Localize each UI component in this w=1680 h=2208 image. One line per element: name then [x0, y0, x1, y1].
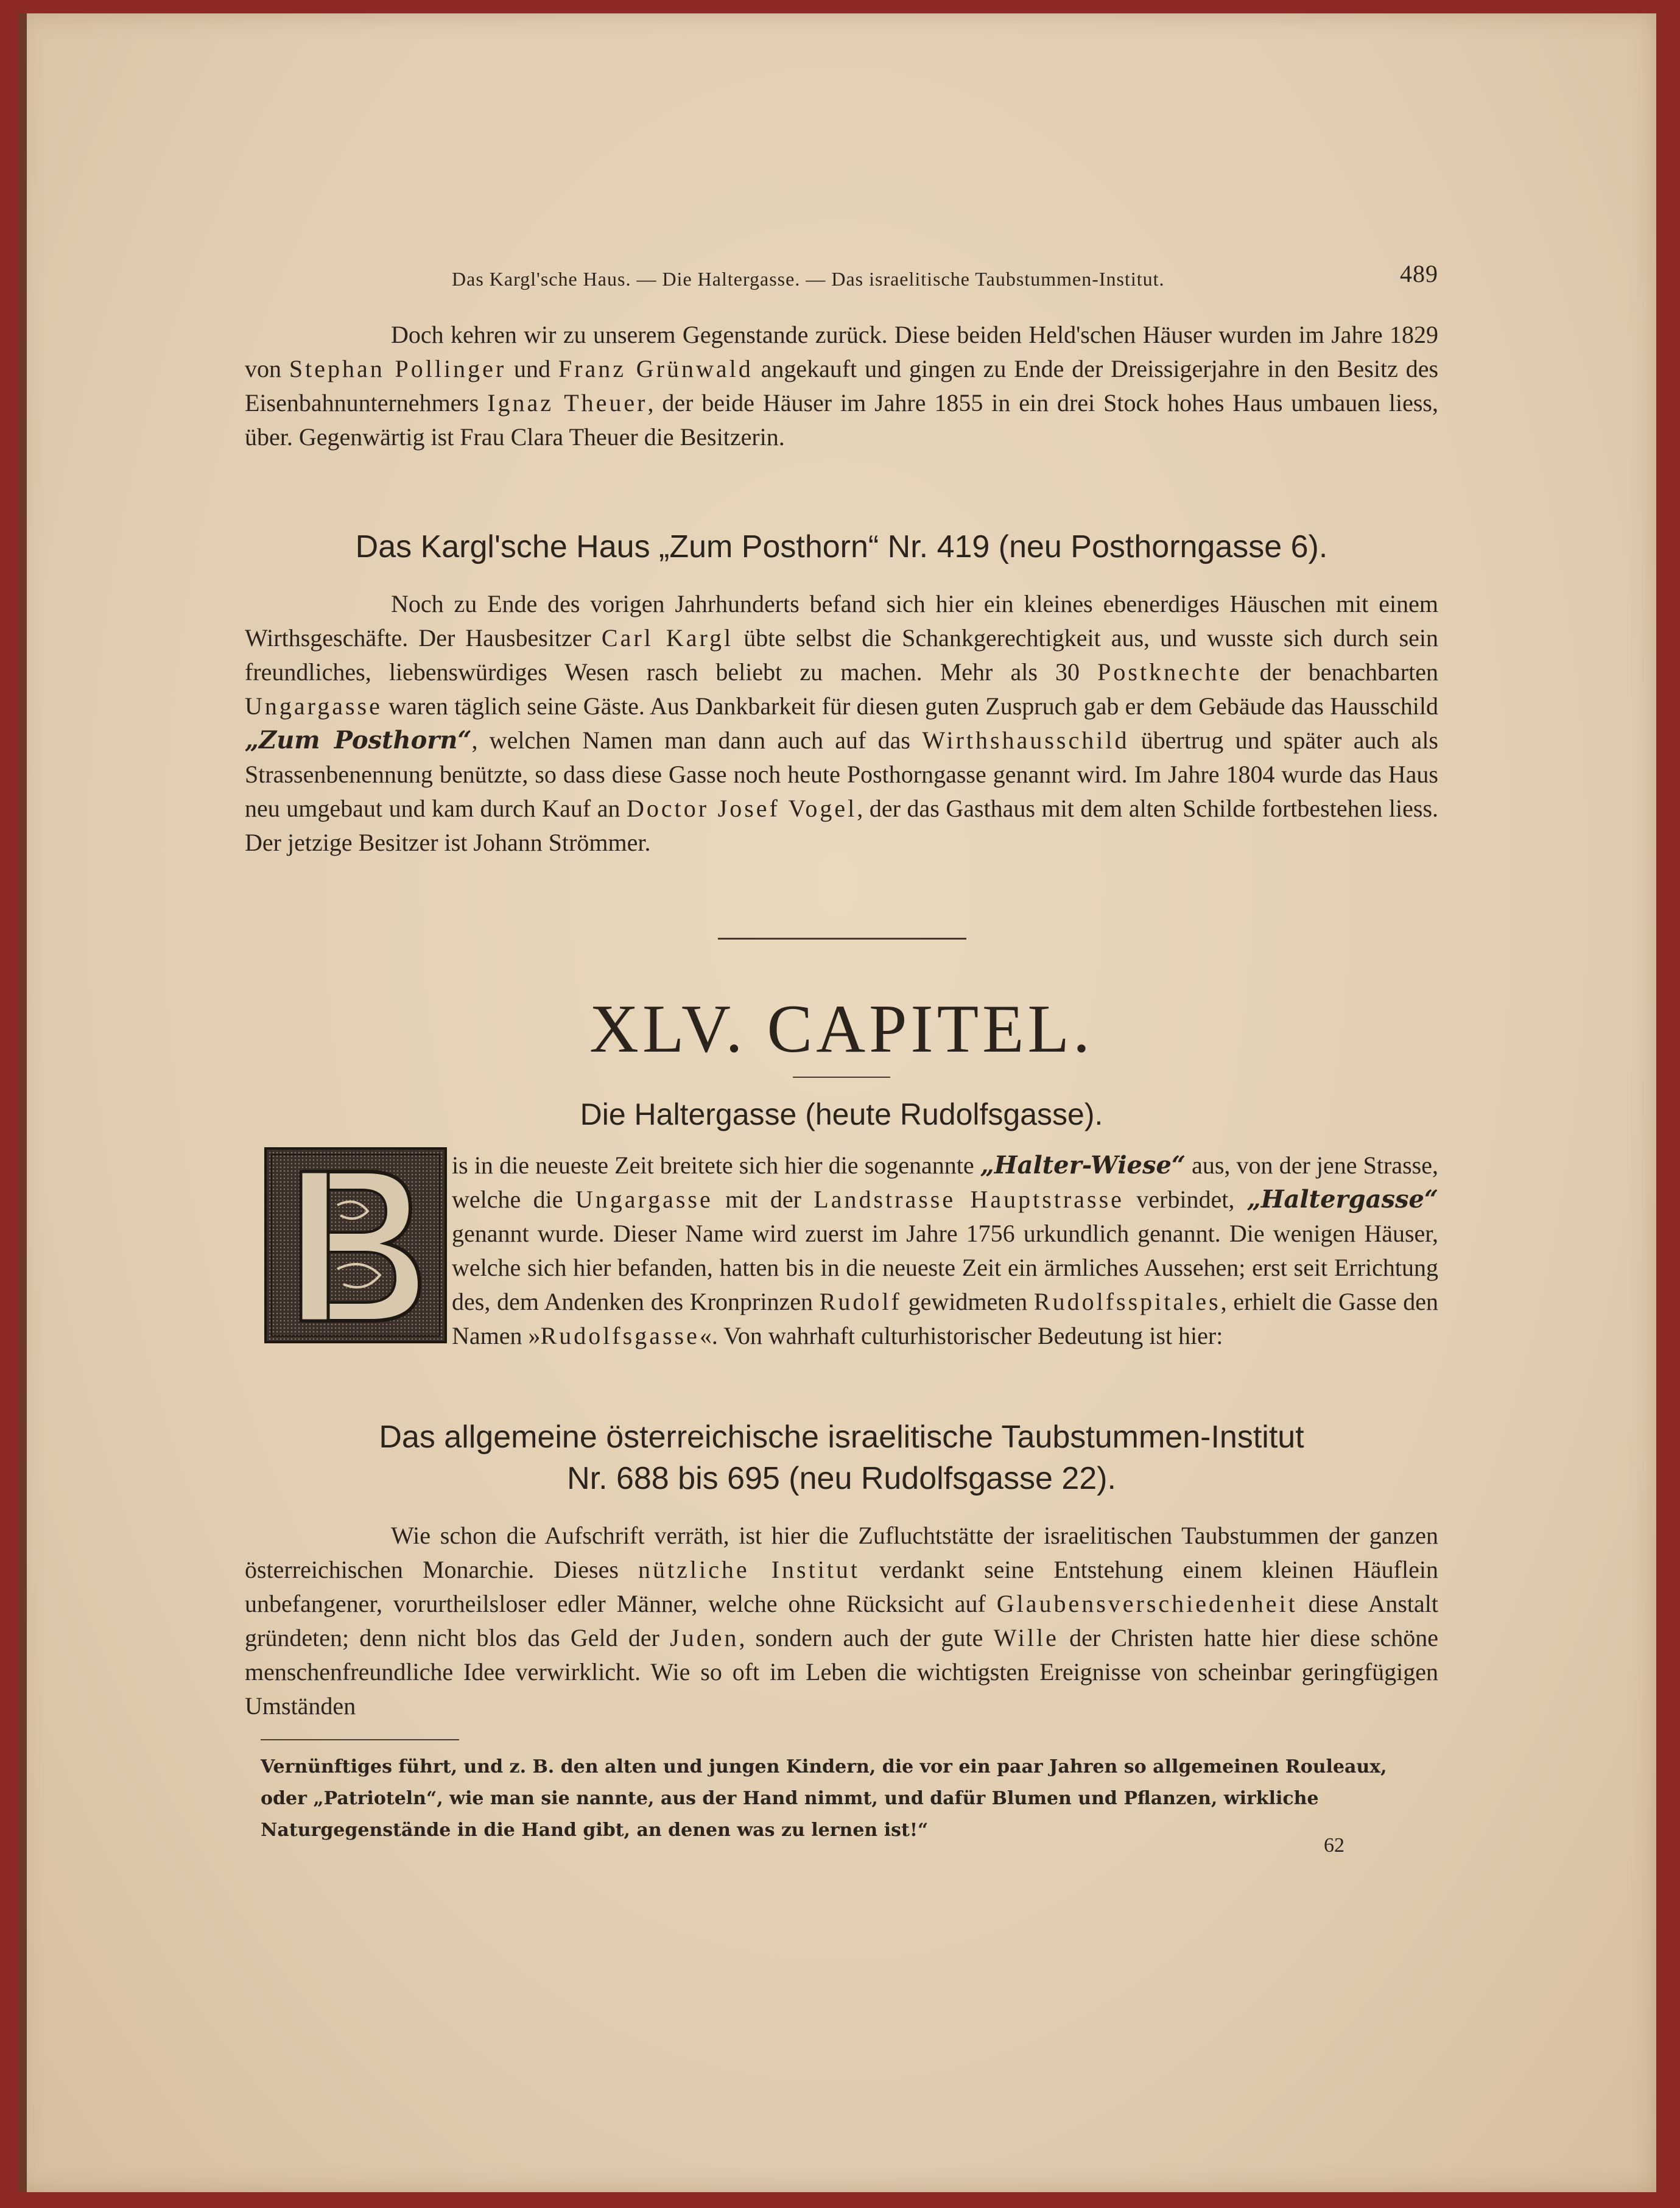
paragraph-posthorn: Noch zu Ende des vorigen Jahrhunderts befand sich hier ein kleines ebenerdiges Häuschen mit einem Wirthsgeschäfte. Der Hausbesitzer Carl Kargl übte selbst die Schankgerechtigkeit aus, und wusste sich durch sein freundliches, liebenswürdiges Wesen rasch beliebt zu machen. Mehr als 30 Postknechte der benachbarten Ungargasse waren täglich seine Gäste. Aus Dankbarkeit für diesen guten Zuspruch gab er dem Gebäude das Hausschild „Zum Posthorn“, welchen Namen man dann auch auf das Wirthshausschild übertrug und später auch als Strassenbenennung benützte, so dass diese Gasse noch heute Posthorngasse genannt wird. Im Jahre 1804 wurde das Haus neu umgebaut und kam durch Kauf an Doctor Josef Vogel, der das Gasthaus mit dem alten Schilde fortbestehen liess. Der jetzige Besitzer ist Johann Strömmer.	[245, 590, 1439, 856]
fraktur-halter-wiese: „Halter-Wiese“	[980, 1151, 1186, 1180]
paragraph-haltergasse: is in die neueste Zeit breitete sich hier die sogenannte „Halter-Wiese“ aus, von der jene Strasse, welche die Ungargasse mit der Landstrasse Hauptstrasse verbindet, „Haltergasse“ genannt wurde. Dieser Name wird zuerst im Jahre 1756 urkundlich genannt. Die wenigen Häuser, welche sich hier befanden, hatten bis in die neueste Zeit ein ärmliches Aussehen; erst seit Errichtung des, dem Andenken des Kronprinzen Rudolf gewidmeten Rudolfsspitales, erhielt die Gasse den Namen »Rudolfsgasse«. Von wahrhaft culturhistorischer Bedeutung ist hier:	[245, 1148, 1438, 1353]
section-heading-taubstummen-line2: Nr. 688 bis 695 (neu Rudolfsgasse 22).	[567, 1461, 1116, 1496]
fraktur-zum-posthorn: „Zum Posthorn“	[245, 726, 472, 754]
footnote-text: Vernünftiges führt, und z. B. den alten und jungen Kindern, die vor ein paar Jahren so allgemeinen Rouleaux, oder „Patrioteln“, wie man sie nannte, aus der Hand nimmt, und dafür Blumen und Pflanzen, wirkliche Naturgegenstände in die Hand gibt, an denen was zu lernen ist!“	[261, 1756, 1387, 1841]
chapter-title-rule	[793, 1077, 890, 1078]
fraktur-haltergasse: „Haltergasse“	[1246, 1185, 1438, 1214]
chapter-title: XLV. CAPITEL.	[589, 991, 1094, 1067]
name-gruenwald: Franz Grünwald	[558, 355, 753, 382]
page-number: 489	[1400, 260, 1438, 287]
footnote-rule	[261, 1739, 459, 1740]
paragraph-taubstummen: Wie schon die Aufschrift verräth, ist hier die Zufluchtstätte der israelitischen Taubstummen der ganzen österreichischen Monarchie. Dieses nützliche Institut verdankt seine Entstehung einem kleinen Häuflein unbefangener, vorurtheilsloser edler Männer, welche ohne Rücksicht auf Glaubensverschiedenheit diese Anstalt gründeten; denn nicht blos das Geld der Juden, sondern auch der gute Wille der Christen hatte hier diese schöne menschenfreundliche Idee verwirklicht. Wie so oft im Leben die wichtigsten Ereignisse von scheinbar geringfügigen Umständen	[245, 1522, 1439, 1720]
initial-space	[245, 1148, 452, 1343]
running-header	[245, 259, 1438, 296]
section-divider	[718, 938, 966, 940]
section-heading-posthorn: Das Kargl'sche Haus „Zum Posthorn“ Nr. 419 (neu Posthorngasse 6).	[355, 529, 1328, 564]
footnote	[261, 1751, 1438, 1846]
chapter-subtitle: Die Haltergasse (heute Rudolfsgasse).	[580, 1097, 1103, 1131]
name-theuer: Ignaz Theuer	[487, 389, 648, 417]
signature-mark: 62	[1324, 1834, 1344, 1857]
name-pollinger: Stephan Pollinger	[289, 355, 507, 382]
book-page	[18, 13, 1656, 2192]
text-block	[245, 13, 1438, 2192]
running-title: Das Kargl'sche Haus. — Die Haltergasse. — Das israelitische Taubstummen-Institut.	[452, 268, 1165, 290]
page-gutter	[18, 13, 27, 2192]
section-heading-taubstummen-line1: Das allgemeine österreichische israelitische Taubstummen-Institut	[379, 1419, 1304, 1455]
paragraph-held-houses: Doch kehren wir zu unserem Gegenstande zurück. Diese beiden Held'schen Häuser wurden im Jahre 1829 von Stephan Pollinger und Franz Grünwald angekauft und gingen zu Ende der Dreissigerjahre in den Besitz des Eisenbahnunternehmers Ignaz Theuer, der beide Häuser im Jahre 1855 in ein drei Stock hohes Haus umbauen liess, über. Gegenwärtig ist Frau Clara Theuer die Besitzerin.	[245, 321, 1439, 451]
